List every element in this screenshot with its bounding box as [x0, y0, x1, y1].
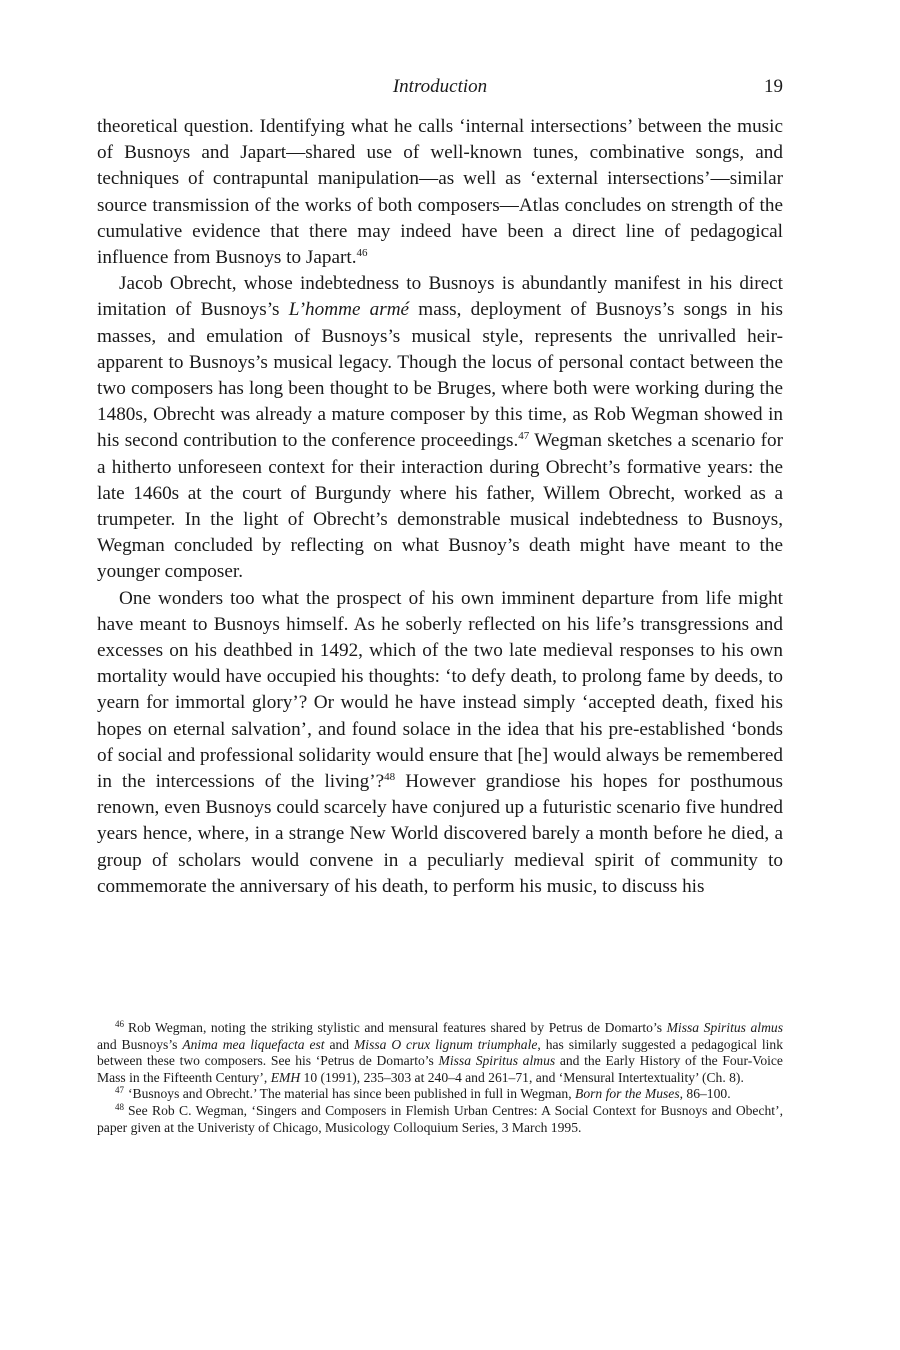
footnote-reference: 46 — [356, 247, 368, 260]
body-paragraph — [97, 114, 783, 271]
text-run: , 86–100. — [679, 1086, 731, 1102]
italic-title: Missa O crux lignum triumphale — [353, 1036, 538, 1052]
text-run: mass, deployment of Busnoys’s songs in his masses, and emulation of Busnoys’s musical style, represents the unrivalled heir-apparent to Busnoys’s musical legacy. Though the locus of personal contact between the two composers has long been thought to be Bruges, where both were working during the 1480s, Obrecht was already a mature composer by this time, as Rob Wegman showed in his second contribution to the conference proceedings. — [97, 299, 784, 452]
italic-title: Anima mea liquefacta est — [182, 1036, 325, 1052]
footnote — [97, 1103, 783, 1136]
footnote — [97, 1020, 783, 1086]
italic-title: Born for the Muses — [575, 1086, 680, 1102]
footnote — [97, 1086, 783, 1103]
text-run: However grandiose his hopes for posthumous renown, even Busnoys could scarcely have conjured up a futuristic scenario five hundred years hence, where, in a strange New World discovered barely a month before he died, a group of scholars would convene in a peculiarly medieval spirit of community to commemorate the anniversary of his death, to perform his music, to discuss his — [97, 771, 783, 897]
text-run: See Rob C. Wegman, ‘Singers and Composers in Flemish Urban Centres: A Social Context for Busnoys and Obecht’, paper given at the Univeristy of Chicago, Musicology Colloquium Series, 3 March 1995. — [97, 1102, 783, 1135]
body-paragraph — [97, 586, 783, 900]
page-number: 19 — [764, 76, 783, 97]
italic-title: L’homme armé — [288, 299, 410, 321]
text-run: theoretical question. Identifying what he calls ‘internal intersections’ between the music of Busnoys and Japart—shared use of well-known tunes, combinative songs, and techniques of contrapuntal manipulation—as well as ‘external intersections’—similar source transmission of the works of both composers—Atlas concludes on strength of the cumulative evidence that there may indeed have been a direct line of pedagogical influence from Busnoys to Japart. — [97, 116, 783, 269]
italic-title: Missa Spiritus almus — [438, 1053, 556, 1069]
text-run: Rob Wegman, noting the striking stylistic and mensural features shared by Petrus de Domarto’s — [128, 1020, 667, 1035]
text-run: 10 (1991), 235–303 at 240–4 and 261–71, and ‘Mensural Intertextuality’ (Ch. 8). — [300, 1069, 744, 1085]
text-run: and — [324, 1036, 354, 1052]
footnote-reference: 48 — [384, 771, 396, 784]
footnote-number: 47 — [115, 1085, 124, 1096]
footnote-number: 48 — [115, 1101, 124, 1112]
text-run: One wonders too what the prospect of his own imminent departure from life might have meant to Busnoys himself. As he soberly reflected on his life’s transgressions and excesses on his deathbed in 1492, which of the two late medieval responses to his own mortality would have occupied his thoughts: ‘to defy death, to prolong fame by deeds, to yearn for immortal glory’? Or would he have instead simply ‘accepted death, fixed his hopes on eternal salvation’, and found solace in the idea that his pre-established ‘bonds of social and professional solidarity would ensure that [he] would always be remembered in the intercessions of the living’? — [97, 587, 783, 793]
page-header — [97, 76, 783, 102]
text-run: and Busnoys’s — [97, 1036, 183, 1052]
footnote-reference: 47 — [518, 430, 530, 443]
text-run: Jacob Obrecht, whose indebtedness to Busnoys is abundantly manifest in his direct imitation of Busnoys’s — [97, 273, 783, 321]
footnotes — [97, 1020, 783, 1136]
italic-title: Missa Spiritus almus — [666, 1020, 783, 1035]
text-run: ‘Busnoys and Obrecht.’ The material has since been published in full in Wegman, — [128, 1086, 576, 1102]
body-paragraph — [97, 271, 783, 585]
body-text — [97, 114, 783, 900]
text-run: Wegman sketches a scenario for a hitherto unforeseen context for their interaction during Obrecht’s formative years: the late 1460s at the court of Burgundy where his father, Willem Obrecht, worked as a trumpeter. In the light of Obrecht’s demonstrable musical indebtedness to Busnoys, Wegman concluded by reflecting on what Busnoy’s death might have meant to the younger composer. — [97, 430, 783, 583]
text-run: and the Early History of the Four-Voice Mass in the Fifteenth Century’, — [97, 1053, 783, 1085]
italic-title: EMH — [270, 1069, 301, 1085]
footnote-number: 46 — [115, 1019, 124, 1029]
text-run: , has similarly suggested a pedagogical link between these two composers. See his ‘Petrus de Domarto’s — [97, 1036, 784, 1069]
running-title: Introduction — [392, 76, 488, 97]
